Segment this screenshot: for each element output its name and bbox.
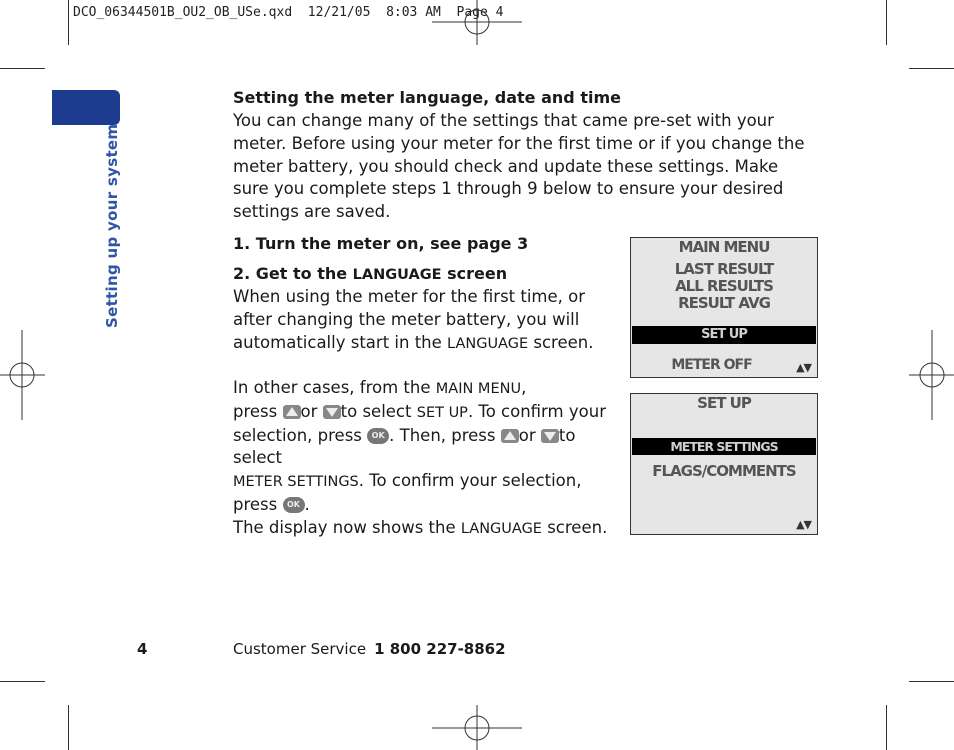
p1-caps: LANGUAGE xyxy=(447,335,529,352)
step-1: 1. Turn the meter on, see page 3 xyxy=(233,234,529,253)
step-2-suffix: screen xyxy=(441,264,508,283)
step-2-caps: LANGUAGE xyxy=(352,267,442,283)
other-cases-paragraph xyxy=(233,377,628,517)
section-heading: Setting the meter language, date and time xyxy=(233,88,621,107)
page-number: 4 xyxy=(137,640,148,658)
p3-text-b: screen. xyxy=(541,518,608,537)
footer-label: Customer Service xyxy=(233,640,367,658)
step-2 xyxy=(233,264,507,283)
p2-text-g: . To confirm your selection, xyxy=(358,471,582,491)
p1-text-b: screen. xyxy=(528,332,594,352)
meter-screen-set-up xyxy=(630,393,818,535)
p2-text-c: to select xyxy=(340,401,417,421)
p2-text-e: . Then, press xyxy=(389,425,496,445)
menu-item-all-results: ALL RESULTS xyxy=(675,277,773,295)
screen-title: SET UP xyxy=(697,394,751,412)
p2-text-d: . To confirm your selection, press xyxy=(233,401,606,445)
p2-text-h: . xyxy=(304,494,310,514)
step-2-prefix: 2. Get to the xyxy=(233,264,353,283)
meter-settings-caps: METER SETTINGS xyxy=(233,474,359,491)
set-up-caps: SET UP xyxy=(416,404,468,421)
main-menu-caps: MAIN MENU xyxy=(435,381,522,397)
p1-text-a: When using the meter for the first time, or after changing the meter battery, you will automatically start in the xyxy=(233,287,586,352)
p2-or-2: or xyxy=(518,425,536,445)
scroll-arrows-icon: ▲▼ xyxy=(796,518,811,531)
menu-item-result-avg: RESULT AVG xyxy=(678,294,770,312)
section-tab xyxy=(52,90,120,125)
p3-text-a: The display now shows the xyxy=(233,518,461,537)
footer xyxy=(233,640,506,658)
menu-item-last-result: LAST RESULT xyxy=(674,260,774,278)
down-button-icon xyxy=(323,405,341,419)
menu-item-meter-off: METER OFF xyxy=(671,357,752,373)
up-button-icon xyxy=(501,429,519,443)
menu-item-meter-settings-selected: METER SETTINGS xyxy=(632,438,816,455)
file-slug: DCO_06344501B_OU2_OB_USe.qxd 12/21/05 8:03 AM Page 4 xyxy=(73,5,504,20)
ok-button-icon: OK xyxy=(283,497,305,513)
display-paragraph xyxy=(233,517,607,541)
meter-screen-main-menu xyxy=(630,237,818,378)
intro-paragraph: You can change many of the settings that came pre-set with your meter. Before using your meter for the first time or if you change the meter battery, you should check and update these settings. Make sure you complete steps 1 through 9 below to ensure your desired settings are saved. xyxy=(233,111,805,222)
p2-text-f: to select xyxy=(233,425,576,468)
menu-item-set-up-selected: SET UP xyxy=(632,326,816,344)
p3-caps: LANGUAGE xyxy=(460,521,542,537)
p2-text-b: , xyxy=(521,378,527,397)
up-button-icon xyxy=(283,405,301,419)
footer-phone: 1 800 227-8862 xyxy=(374,640,506,658)
p2-text-a: In other cases, from the xyxy=(233,378,436,397)
screen-title: MAIN MENU xyxy=(678,238,770,256)
p2-press: press xyxy=(233,401,278,421)
p2-press-2: press xyxy=(233,494,278,514)
menu-item-flags-comments: FLAGS/COMMENTS xyxy=(652,462,796,480)
p2-or-1: or xyxy=(300,401,318,421)
first-use-paragraph xyxy=(233,286,598,355)
section-label: Setting up your system xyxy=(103,123,121,328)
down-button-icon xyxy=(541,429,559,443)
ok-button-icon: OK xyxy=(367,428,389,444)
scroll-arrows-icon: ▲▼ xyxy=(796,361,811,374)
